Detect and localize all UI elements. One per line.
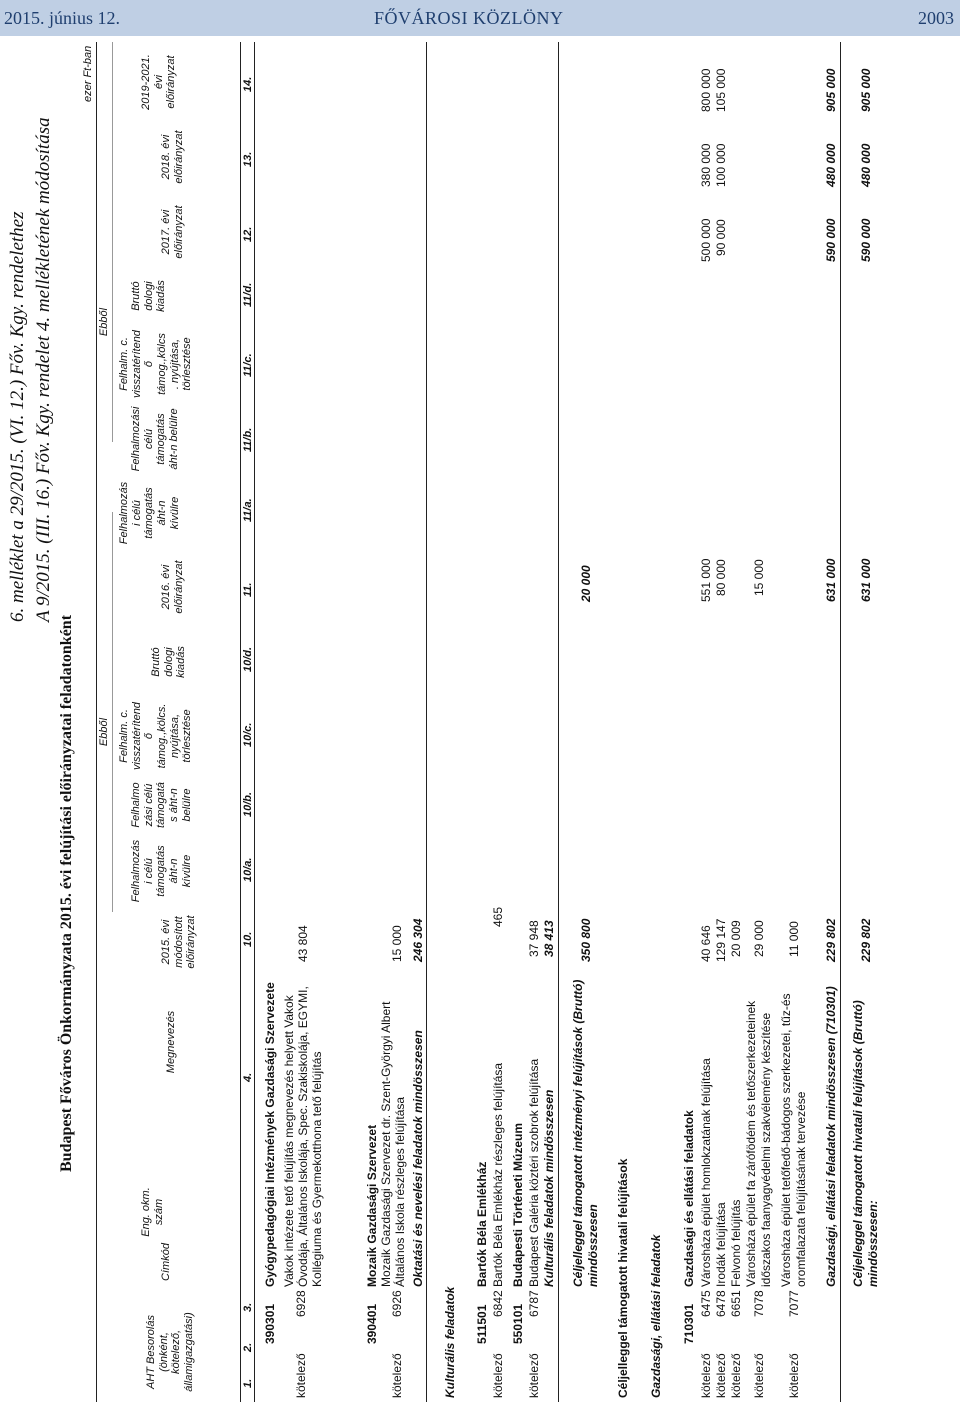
row-6651-doc: 6651 [729,1290,743,1317]
row-7077-doc: 7077 [787,1290,801,1317]
row-6926-name1: Mozaik Gazdasági Szervezet dr. Szent-Györgyi Albert [379,1001,393,1287]
colnum-bottom-line [254,42,255,1402]
row-511501-code: 511501 [475,1304,489,1344]
row-6478-v13: 100 000 [714,143,728,187]
col3-header: Eng. okm. szám [140,1187,165,1237]
row-6926-doc: 6926 [390,1290,404,1317]
row-6842-v10: 465 [491,906,505,927]
colnum-11b: 11/b. [242,427,254,452]
row-6651-name: Felvonó felújítás [729,1199,743,1287]
row-6475-doc: 6475 [699,1290,713,1317]
row-7078-doc: 7078 [752,1290,766,1317]
row-6787-type: kötelező [527,1353,541,1398]
row-hivatali-total-v11: 631 000 [859,558,873,602]
row-390301-name: Gyógypedagógiai Intézmények Gazdasági Szervezete [263,982,277,1287]
row-6478-name: Irodák felújítása [714,1202,728,1287]
col11a-header: Felhalmozás i célú támogatás áht-n kívülre [118,481,181,545]
colnum-10d: 10/d. [242,646,254,672]
row-7078-type: kötelező [752,1353,766,1398]
row-390301-code: 390301 [263,1303,277,1344]
colnum-4: 4. [242,1072,254,1082]
row-6842-type: kötelező [491,1353,505,1398]
row-390401-code: 390401 [365,1303,379,1344]
row-6928-name2: Óvodája, Általános Iskolája, Spec. Szakiskolája, EGYMI, [296,986,310,1287]
row-6787-v10: 37 948 [527,920,541,957]
row-511501-name: Bartók Béla Emlékház [475,1161,489,1287]
colnum-14: 14. [242,76,254,92]
col10b-header: Felhalmo zási célú támogatá s áht-n belülre [130,782,193,828]
row-hivatali-label: Céljelleggel támogatott hivatali felújítások [616,1158,630,1398]
row-7078-name1: Városháza épület fa zárófödém és tetőszerkezeteinek [744,1000,758,1287]
row-hivatali-total-v13: 480 000 [859,143,873,187]
col2-header: Címkód [160,1243,172,1281]
row-6928-type: kötelező [294,1353,308,1398]
row-7077-name2: oromfalazata felújításának tervezése [794,1091,808,1287]
row-6478-v11: 80 000 [714,559,728,596]
row-gazdasagi-total-v12: 590 000 [824,218,838,262]
row-6475-name: Városháza épület homlokzatának felújítása [699,1058,713,1287]
row-intezmenyi-total-v10: 350 800 [579,918,593,962]
row-390401-name: Mozaik Gazdasági Szervezet [365,1124,379,1287]
row-divider [426,42,427,1402]
running-header [0,0,960,36]
row-intezmenyi-total-label2: mindösszesen [586,1204,600,1287]
row-gazdasagi-total-v13: 480 000 [824,143,838,187]
row-6651-v10: 20 009 [729,920,743,957]
colnum-3: 3. [242,1302,254,1312]
row-intezmenyi-total-label1: Céljelleggel támogatott intézményi felújítások (Bruttó) [571,979,585,1287]
row-6928-name1: Vakok intézete tető felújítás megnevezés helyett Vakok [282,995,296,1287]
row-7077-type: kötelező [787,1353,801,1398]
row-6475-v12: 500 000 [699,218,713,262]
row-6475-type: kötelező [699,1353,713,1398]
row-710301-name: Gazdasági és ellátási feladatok [682,1110,696,1287]
row-gazdasagi-total-v11: 631 000 [824,558,838,602]
colnum-11a: 11/a. [242,498,254,522]
row-hivatali-total-v12: 590 000 [859,218,873,262]
header-bottom-line [240,42,241,1402]
colnum-2: 2. [242,1342,254,1352]
row-hivatali-total-label1: Céljelleggel támogatott hivatali felújítások (Bruttó) [851,1000,865,1287]
row-kulturalis-label: Kulturális feladatok [443,1286,457,1398]
col14-header: 2019-2021. évi előirányzat [140,54,178,110]
row-hivatali-total-v10: 229 802 [859,918,873,962]
row-6651-type: kötelező [729,1353,743,1398]
col11d-header: Bruttó dologi kiadás [130,280,168,312]
row-intezmenyi-total-v11: 20 000 [579,565,593,602]
header-date: 2015. június 12. [4,8,121,28]
row-6842-name: Bartók Béla Emlékház részleges felújítása [491,1062,505,1287]
row-6475-v13: 380 000 [699,143,713,187]
row-7077-v10: 11 000 [787,921,801,957]
row-7078-name2: időszakos faanyagvédelmi szakvélemény készítése [759,1012,773,1287]
row-divider [840,42,841,1402]
row-hivatali-total-label2: mindösszesen: [866,1200,880,1287]
row-6926-type: kötelező [390,1353,404,1398]
col4-header: Megnevezés [165,1010,177,1074]
row-6475-v14: 800 000 [699,68,713,112]
row-6475-v11: 551 000 [699,558,713,602]
ebbol1-line [112,512,113,912]
row-6928-doc: 6928 [294,1290,308,1317]
header-publication: FŐVÁROSI KÖZLÖNY [374,8,564,28]
col11c-header: Felhalm. c. visszatérítend ő támog.,kölcs . nyújtása, törlesztése [118,330,194,398]
col11b-header: Felhalmozási célú támogatás áht-n belülre [130,406,180,472]
table-title: Budapest Főváros Önkormányzata 2015. évi felújítási előirányzatai feladatonként [58,614,75,1172]
row-7077-name1: Városháza épület tetőfedő-bádogos szerkezetei, tűz-és [779,993,793,1287]
colnum-1: 1. [242,1378,254,1388]
row-oktatasi-total-label: Oktatási és nevelési feladatok mindösszesen [411,1030,425,1287]
col10a-header: Felhalmozás i célú támogatás áht-n kívülre [130,839,193,903]
colnum-10a: 10/a. [242,857,254,882]
colnum-10b: 10/b. [242,791,254,817]
row-6478-v10: 129 147 [714,918,728,962]
row-oktatasi-total-v10: 246 304 [411,918,425,962]
colnum-12: 12. [242,226,254,242]
unit-label: ezer Ft-ban [82,45,94,102]
row-divider [558,42,559,1402]
row-7078-v11: 15 000 [752,559,766,596]
row-hivatali-total-v14: 905 000 [859,68,873,112]
row-6928-name3: Kollégiuma és Gyermekotthona tető felújítás [310,1051,324,1287]
colnum-11d: 11/d. [242,282,254,307]
colnum-11: 11. [242,582,254,597]
annex-line2: A 9/2015. (III. 16.) Főv. Kgy. rendelet 4. mellékletének módosítása [33,117,54,622]
row-6926-name2: Általános Iskola részleges felújítása [393,1096,407,1287]
row-6475-v10: 40 646 [699,925,713,962]
row-6926-v10: 15 000 [390,925,404,962]
row-710301-code: 710301 [682,1303,696,1344]
row-6787-name: Budapest Galéria köztéri szobrok felújítása [527,1058,541,1287]
col12-header: 2017. évi előirányzat [160,205,185,259]
row-6842-doc: 6842 [491,1290,505,1317]
colnum-10c: 10/c. [242,722,254,747]
row-gazdasagi-total-label: Gazdasági, ellátási feladatok mindösszesen (710301) [824,986,838,1287]
col10c-header: Felhalm. c. visszatérítend ő támog.,kölcs. nyújtása, törlesztése [118,702,194,770]
row-gazdasagi-total-v14: 905 000 [824,68,838,112]
header-top-line [96,42,97,1402]
row-gazdasagi-total-v10: 229 802 [824,918,838,962]
row-550101-name: Budapesti Történeti Múzeum [511,1122,525,1287]
rotated-table-page [0,42,960,1402]
colnum-13: 13. [242,151,254,167]
header-page-number: 2003 [918,8,954,28]
row-6787-doc: 6787 [527,1290,541,1317]
row-6478-type: kötelező [714,1353,728,1398]
col10-header: 2015. évi módosított előirányzat [160,915,198,969]
row-6478-v12: 90 000 [714,219,728,256]
ebbol2-line [112,42,113,442]
ebbol1-label: Ebből [98,717,110,747]
row-kulturalis-total-v10: 38 413 [542,920,556,957]
annex-line1: 6. melléklet a 29/2015. (VI. 12.) Főv. Kgy. rendelethez [7,211,28,622]
col11-header: 2016. évi előirányzat [160,560,185,614]
col10d-header: Bruttó dologi kiadás [150,646,188,678]
col1-header: AHT Besorolás (önként, kötelező, államigazgatási) [145,1312,195,1392]
row-550101-code: 550101 [511,1303,525,1344]
row-6928-v10: 43 804 [296,925,310,962]
row-kulturalis-total-label: Kulturális feladatok mindösszesen [542,1089,556,1287]
row-gazdasagi-label: Gazdasági, ellátási feladatok [649,1234,663,1398]
ebbol2-label: Ebből [98,307,110,337]
col13-header: 2018. évi előirányzat [160,130,185,184]
colnum-10: 10. [242,931,254,947]
row-6478-doc: 6478 [714,1290,728,1317]
row-6478-v14: 105 000 [714,68,728,112]
row-7078-v10: 29 000 [752,920,766,957]
colnum-11c: 11/c. [242,353,254,377]
